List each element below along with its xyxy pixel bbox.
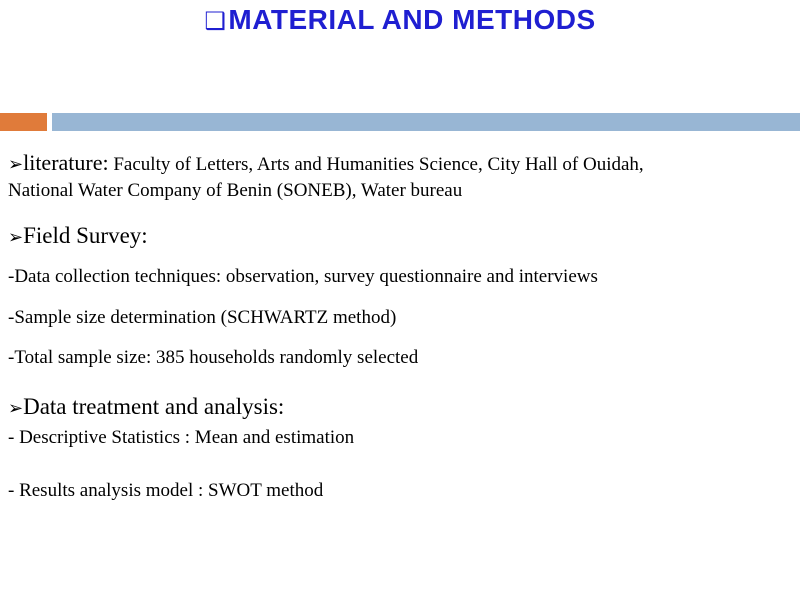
field-survey-heading-row: [8, 223, 148, 249]
literature-text-2: National Water Company of Benin (SONEB), Water bureau: [8, 180, 463, 201]
field-survey-item: -Sample size determination (SCHWARTZ method): [8, 307, 397, 328]
accent-bar-right: [52, 113, 800, 131]
literature-heading: literature:: [23, 150, 109, 175]
literature-text-1: Faculty of Letters, Arts and Humanities Science, City Hall of Ouidah,: [113, 154, 644, 175]
accent-bar-left: [0, 113, 47, 131]
field-survey-item: -Data collection techniques: observation, survey questionnaire and interviews: [8, 266, 598, 287]
arrow-bullet-icon: ➢: [8, 154, 24, 174]
field-survey-heading: Field Survey:: [23, 223, 148, 248]
data-treatment-item: - Results analysis model : SWOT method: [8, 480, 324, 501]
arrow-bullet-icon: ➢: [8, 398, 24, 418]
slide-title: [0, 4, 800, 36]
field-survey-item: -Total sample size: 385 households randomly selected: [8, 347, 419, 368]
data-treatment-heading-row: [8, 394, 284, 420]
data-treatment-heading: Data treatment and analysis:: [23, 394, 285, 419]
arrow-bullet-icon: ➢: [8, 227, 24, 247]
data-treatment-item: - Descriptive Statistics : Mean and estimation: [8, 427, 355, 448]
slide-title-text: MATERIAL AND METHODS: [228, 4, 596, 35]
square-bullet-icon: ❑: [204, 8, 227, 35]
literature-line-1: [8, 150, 644, 176]
